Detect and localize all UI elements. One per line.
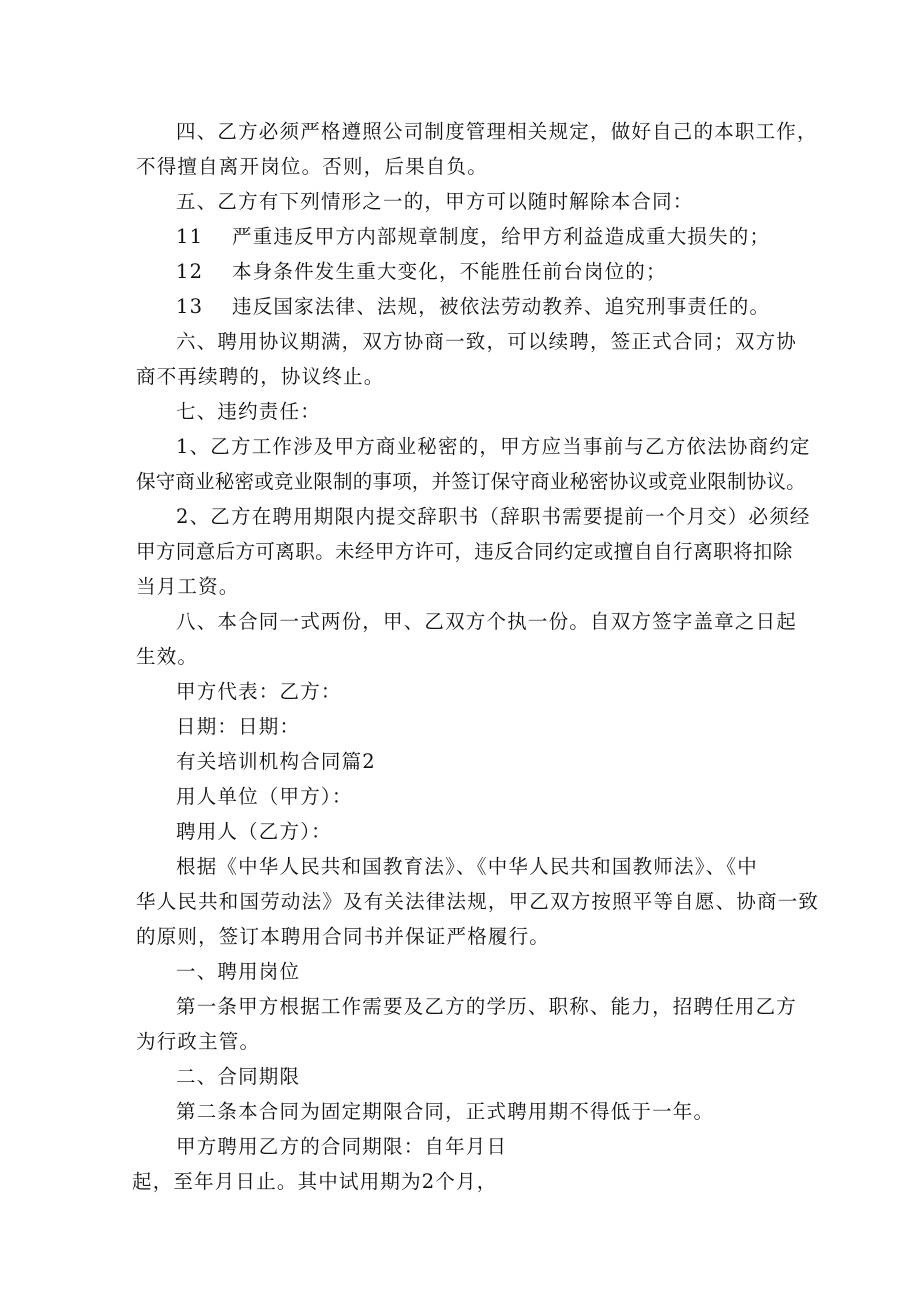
list-item (176, 256, 667, 284)
clause-5-heading: 五、乙方有下列情形之一的，甲方可以随时解除本合同： (176, 190, 694, 213)
section-2-heading: 二、合同期限 (176, 1065, 301, 1088)
list-item-number: 12 (176, 260, 204, 283)
contract-period-line-1: 甲方聘用乙方的合同期限：自年月日 (176, 1135, 508, 1158)
clause-6-line-1: 六、聘用协议期满，双方协商一致，可以续聘，签正式合同；双方协 (176, 330, 798, 353)
contract-period-line-2: 起，至年月日止。其中试用期为2个月， (132, 1170, 498, 1193)
list-item-number: 13 (176, 295, 204, 318)
article-1-line-1: 第一条甲方根据工作需要及乙方的学历、职称、能力，招聘任用乙方 (176, 995, 798, 1018)
article-2-line: 第二条本合同为固定期限合同，正式聘用期不得低于一年。 (176, 1100, 715, 1123)
list-item (176, 291, 770, 319)
employee-line: 聘用人（乙方）： (176, 820, 332, 843)
list-item-text: 违反国家法律、法规，被依法劳动教养、追究刑事责任的。 (232, 295, 771, 318)
list-item-text: 本身条件发生重大变化，不能胜任前台岗位的； (232, 260, 667, 283)
clause-6-line-2: 商不再续聘的，协议终止。 (136, 365, 385, 388)
date-line: 日期：日期： (176, 715, 301, 738)
clause-8-line-1: 八、本合同一式两份，甲、乙双方个执一份。自双方签字盖章之日起 (176, 610, 798, 633)
signature-line: 甲方代表：乙方： (176, 680, 342, 703)
section-title: 有关培训机构合同篇2 (176, 750, 376, 773)
clause-7-heading: 七、违约责任： (176, 400, 321, 423)
clause-7-1-line-2: 保守商业秘密或竞业限制的事项，并签订保守商业秘密协议或竞业限制协议。 (136, 470, 806, 493)
clause-4-line-2: 不得擅自离开岗位。否则，后果自负。 (136, 155, 488, 178)
clause-8-line-2: 生效。 (136, 645, 199, 668)
employer-line: 用人单位（甲方）： (176, 785, 353, 808)
clause-7-2-line-2: 甲方同意后方可离职。未经甲方许可，违反合同约定或擅自自行离职将扣除 (136, 540, 793, 563)
section-1-heading: 一、聘用岗位 (176, 960, 301, 983)
list-item-number: 11 (176, 225, 204, 248)
basis-line-2: 华人民共和国劳动法》及有关法律法规，甲乙双方按照平等自愿、协商一致 (136, 890, 820, 913)
basis-line-3: 的原则，签订本聘用合同书并保证严格履行。 (136, 925, 551, 948)
clause-4-line-1: 四、乙方必须严格遵照公司制度管理相关规定，做好自己的本职工作， (176, 120, 818, 143)
basis-line-1: 根据《中华人民共和国教育法》、《中华人民共和国教师法》、《中 (176, 855, 759, 878)
article-1-line-2: 为行政主管。 (136, 1030, 261, 1053)
list-item-text: 严重违反甲方内部规章制度，给甲方利益造成重大损失的； (232, 225, 771, 248)
list-item (176, 221, 770, 249)
clause-7-2-line-3: 当月工资。 (136, 575, 240, 598)
clause-7-1-line-1: 1、乙方工作涉及甲方商业秘密的，甲方应当事前与乙方依法协商约定 (176, 435, 811, 458)
clause-7-2-line-1: 2、乙方在聘用期限内提交辞职书（辞职书需要提前一个月交）必须经 (176, 505, 811, 528)
